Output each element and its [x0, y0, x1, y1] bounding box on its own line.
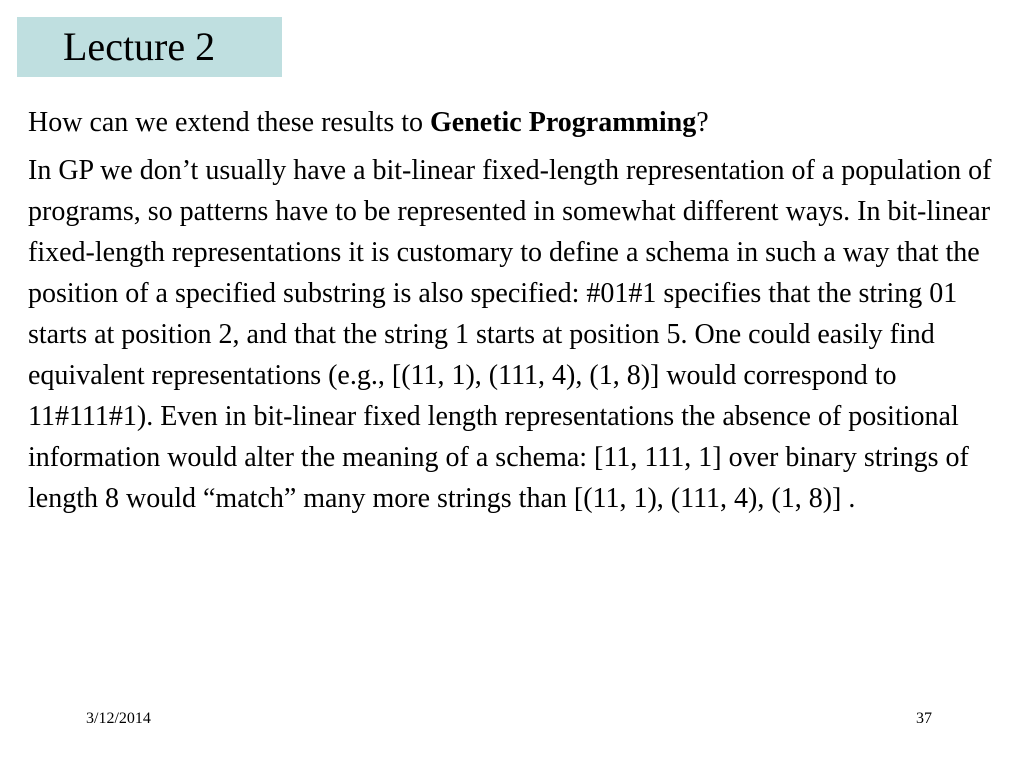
question-text: How can we extend these results to [28, 107, 430, 138]
question-mark: ? [696, 107, 709, 138]
body-paragraph: In GP we don’t usually have a bit-linear fixed-length representation of a population of programs, so patterns have to be represented in somewhat different ways. In bit-linear fixed-length representations it is customary to define a schema in such a way that the position of a specified substring is also specified: #01#1 specifies that the string 01 starts at position 2, and that the string 1 starts at position 5. One could easily find equivalent representations (e.g., [(11, 1), (111, 4), (1, 8)] would correspond to 11#111#1). Even in bit-linear fixed length representations the absence of positional information would alter the meaning of a schema: [11, 111, 1] over binary strings of length 8 would “match” many more strings than [(11, 1), (111, 4), (1, 8)] . [28, 155, 992, 514]
slide-content [28, 102, 1003, 519]
title-box [17, 17, 282, 77]
question-paragraph [28, 102, 1003, 143]
footer-date: 3/12/2014 [86, 710, 151, 727]
page-number: 37 [916, 710, 932, 727]
slide-title: Lecture 2 [63, 24, 216, 69]
question-bold-term: Genetic Programming [430, 107, 697, 138]
